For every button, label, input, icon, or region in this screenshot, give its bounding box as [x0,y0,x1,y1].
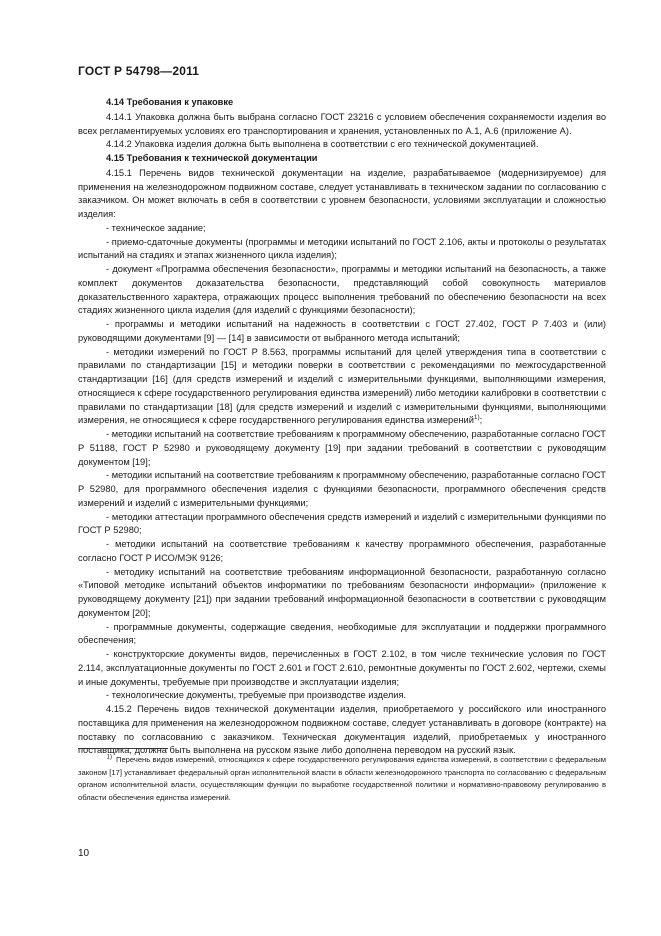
document-header: ГОСТ Р 54798—2011 [78,64,200,78]
list-item-with-footnote [78,346,606,429]
list-item: - технологические документы, требуемые при производстве изделия. [106,690,407,701]
list-item: - методики испытаний на соответствие требованиям к программному обеспечению, разработанные согласно ГОСТ Р 52980, для программного обеспечения изделия с функциями безопасности, программного обеспечения средств измерений и изделий с измерительными функциями; [78,470,606,508]
section-heading-4-14: 4.14 Требования к упаковке [106,97,234,107]
list-item: - методики аттестации программного обеспечения средств измерений и изделий с измерительными функциями по ГОСТ Р 52980; [78,511,606,536]
paragraph-4-14-2: 4.14.2 Упаковка изделия должна быть выполнена в соответствии с его технической документацией. [106,139,539,150]
list-item: - конструкторские документы видов, перечисленных в ГОСТ 2.102, в том числе технические условия по ГОСТ 2.114, эксплуатационные документы по ГОСТ 2.601 и ГОСТ 2.610, ремонтные документы по ГОСТ 2.602, чертежи, схемы и иные документы, требуемые при производстве и эксплуатации изделия; [78,649,606,687]
list-item: - документ «Программа обеспечения безопасности», программы и методики испытаний на безопасность, а также комплект документов доказательства безопасности, представляющий собой совокупность материалов доказательственного характера, отражающих процесс выполнения требований по обеспечению безопасности на всех стадиях жизненного цикла изделия (для изделий с функциями безопасности); [78,264,606,316]
footnote-reference: 1) [473,414,480,422]
list-item: - программные документы, содержащие сведения, необходимые для эксплуатации и поддержки программного обеспечения; [78,621,606,646]
list-item: - приемо-сдаточные документы (программы и методики испытаний по ГОСТ 2.106, акты и протоколы о результатах испытаний на стадиях и этапах жизненного цикла изделия); [78,236,606,261]
list-item-end: ; [479,415,483,426]
list-item-text: - методики измерений по ГОСТ Р 8.563, программы испытаний для целей утверждения типа в соответствии с правилами по стандартизации [15] и методики поверки в соответствии с рекомендациями по межгосударственной стандартизации [16] (для средств измерений и изделий с измерительными функциями, выполняющими измерения, относящиеся к сфере государственного регулирования единства измерений) либо методики калибровки в соответствии с правилами по стандартизации [18] (для средств измерений и изделий с измерительными функциями, выполняющими измерения, не относящиеся к сфере государственного регулирования единства измерений [78,346,606,426]
list-item: - методику испытаний на соответствие требованиям информационной безопасности, разработанную согласно «Типовой методике испытаний объектов информатики по требованиям безопасности информации» (приложение к руководящему документу [21]) при задании требований информационной безопасности в соответствии с руководящим документом [20]; [78,566,606,618]
footnote-text: Перечень видов измерений, относящихся к сфере государственного регулирования единства измерений, в соответствии с федеральным законом [17] устанавливает федеральный орган исполнительной власти в области железнодорожного транспорта по согласованию с федеральным органом исполнительной власти, осуществляющим функции по выработке государственной политики и нормативно-правовому регулированию в области обеспечения единства измерений. [78,755,606,803]
paragraph-4-14-1: 4.14.1 Упаковка должна быть выбрана согласно ГОСТ 23216 с условием обеспечения сохраняемости изделия во всех регламентируемых условиях его транспортирования и хранения, установленных по А.1, А.6 (приложение А). [78,111,606,136]
list-item: - методики испытаний на соответствие требованиям к программному обеспечению, разработанные согласно ГОСТ Р 51188, ГОСТ Р 52980 и руководящему документу [19] при задании требований в соответствии с руководящим документом [19]; [78,429,606,467]
section-heading-4-15: 4.15 Требования к технической документации [106,153,318,163]
paragraph-4-15-2: 4.15.2 Перечень видов технической документации изделия, приобретаемого у российского или иностранного поставщика для применения на железнодорожном подвижном составе, следует устанавливать в договоре (контракте) на поставку по согласованию с заказчиком. Техническая документация изделий, приобретаемых у иностранного поставщика, должна быть выполнена на русском языке либо дополнена переводом на русский язык. [78,704,606,756]
document-body [78,96,606,761]
footnote-mark: 1) [106,754,112,761]
footnote [78,754,606,805]
list-item: - методики испытаний на соответствие требованиям к качеству программного обеспечения, разработанные согласно ГОСТ Р ИСО/МЭК 9126; [78,539,606,563]
page-number: 10 [78,848,90,859]
list-item: - программы и методики испытаний на надежность в соответствии с ГОСТ 27.402, ГОСТ Р 7.403 и (или) руководящими документами [9] — [14] в зависимости от выбранного метода испытаний; [78,319,606,343]
footnote-divider [78,748,168,749]
list-item: - техническое задание; [106,222,206,233]
paragraph-4-15-1: 4.15.1 Перечень видов технической документации на изделие, разрабатываемое (модернизируемое) для применения на железнодорожном подвижном составе, следует устанавливать в техническом задании по согласованию с заказчиком. Он может включать в себя в соответствии с уровнем безопасности, условиями эксплуатации и сложностью изделия: [78,167,606,219]
